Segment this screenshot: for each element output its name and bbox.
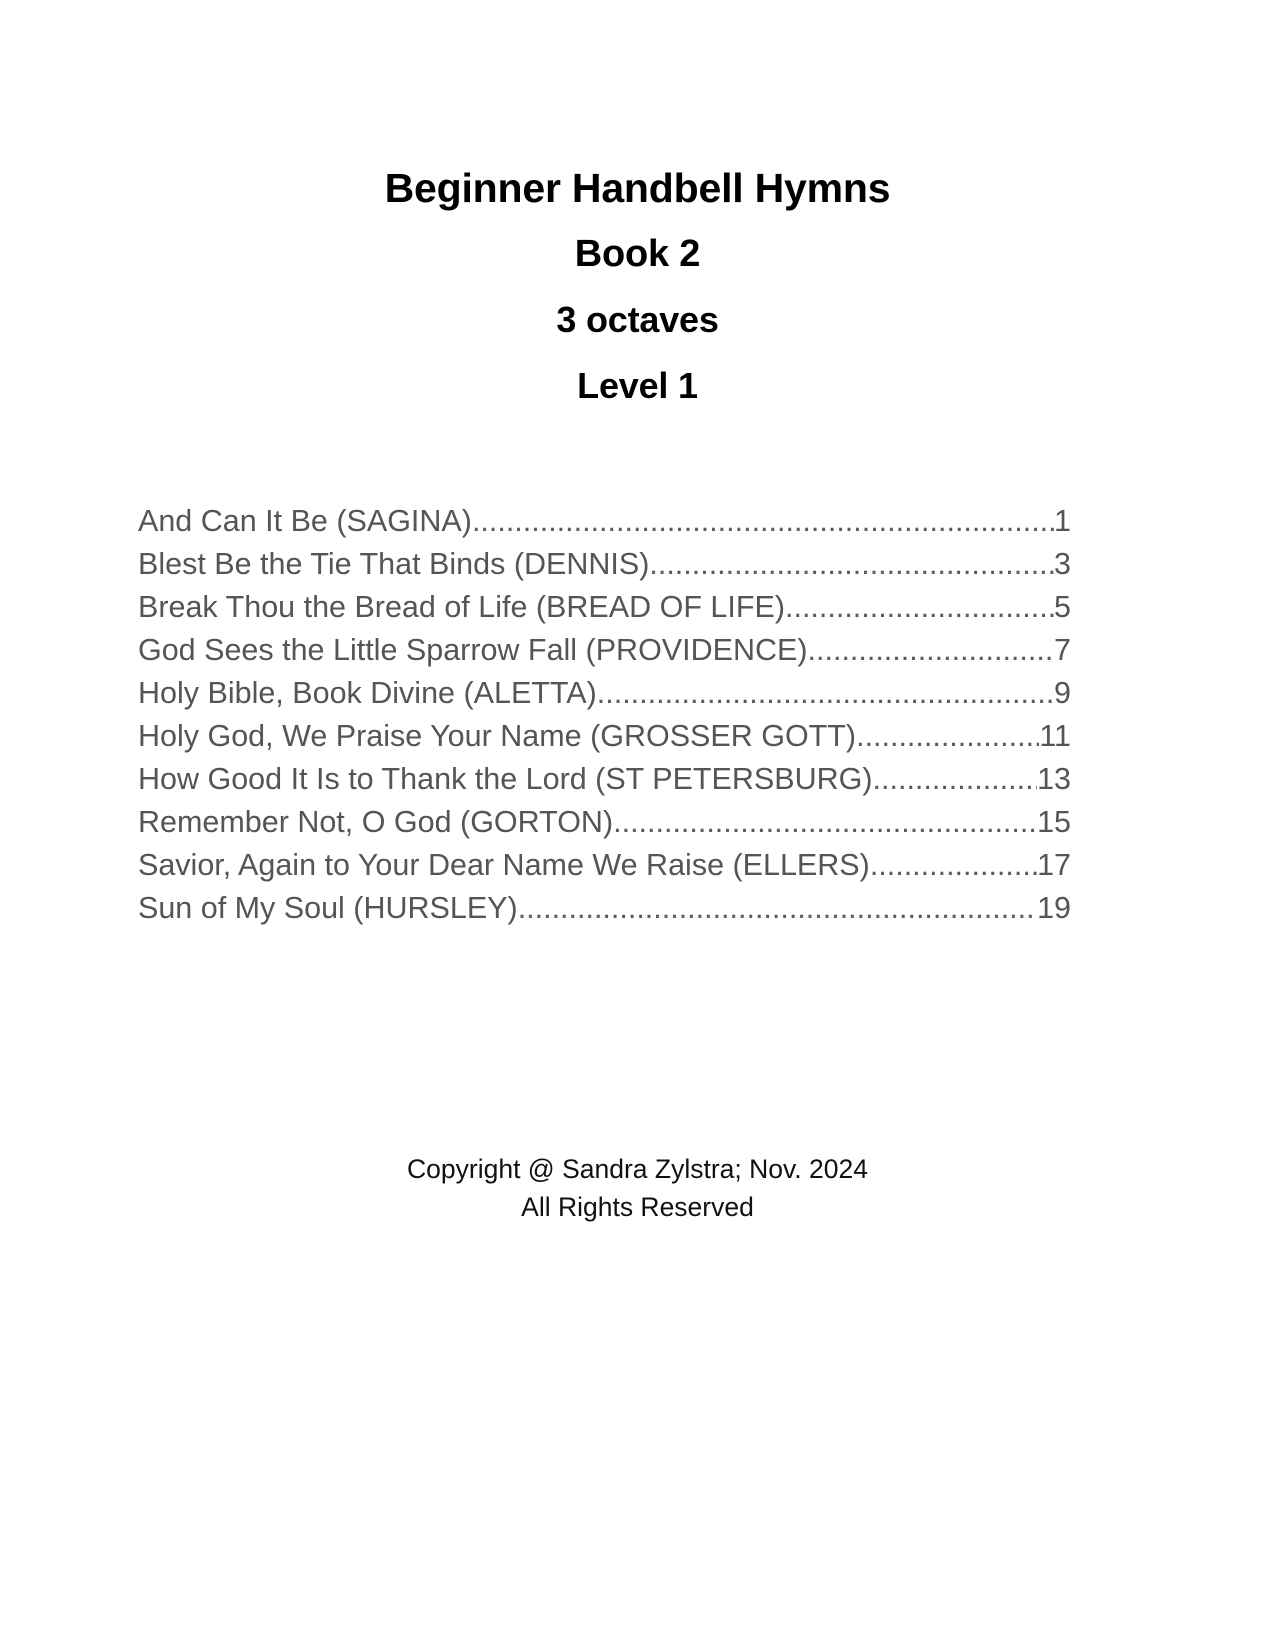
toc-entry-page: 3 xyxy=(1054,547,1071,581)
toc-entry-title: Savior, Again to Your Dear Name We Raise (ELLERS) xyxy=(138,848,870,882)
toc-entry-page: 11 xyxy=(1039,719,1071,753)
toc-entry[interactable] xyxy=(138,672,1071,715)
document-title: Beginner Handbell Hymns xyxy=(384,165,891,211)
toc-entry[interactable] xyxy=(138,758,1071,801)
toc-entry[interactable] xyxy=(138,801,1071,844)
toc-leader-dots xyxy=(870,844,1037,887)
toc-entry[interactable] xyxy=(138,844,1071,887)
toc-entry-title: And Can It Be (SAGINA) xyxy=(138,504,472,538)
book-number: Book 2 xyxy=(574,233,701,275)
toc-leader-dots xyxy=(597,672,1054,715)
toc-entry-page: 13 xyxy=(1037,762,1071,796)
toc-entry-title: Holy Bible, Book Divine (ALETTA) xyxy=(138,676,597,710)
toc-leader-dots xyxy=(785,586,1054,629)
toc-entry[interactable] xyxy=(138,887,1071,930)
toc-entry-page: 1 xyxy=(1054,504,1071,538)
octave-count: 3 octaves xyxy=(556,299,719,340)
toc-entry-page: 15 xyxy=(1037,805,1071,839)
toc-leader-dots xyxy=(649,543,1054,586)
toc-entry-title: How Good It Is to Thank the Lord (ST PETERSBURG) xyxy=(138,762,873,796)
toc-entry-page: 7 xyxy=(1054,633,1071,667)
toc-entry-title: Holy God, We Praise Your Name (GROSSER GOTT) xyxy=(138,719,857,753)
copyright-footer xyxy=(0,1150,1275,1226)
difficulty-level: Level 1 xyxy=(577,365,698,406)
copyright-line: Copyright @ Sandra Zylstra; Nov. 2024 xyxy=(407,1154,868,1184)
toc-entry-title: Sun of My Soul (HURSLEY) xyxy=(138,891,518,925)
toc-entry[interactable] xyxy=(138,586,1071,629)
toc-entry-page: 17 xyxy=(1037,848,1071,882)
toc-entry-page: 9 xyxy=(1054,676,1071,710)
toc-leader-dots xyxy=(472,500,1054,543)
toc-leader-dots xyxy=(856,715,1039,758)
toc-leader-dots xyxy=(613,801,1037,844)
toc-leader-dots xyxy=(518,887,1037,930)
toc-leader-dots xyxy=(808,629,1054,672)
toc-entry[interactable] xyxy=(138,715,1071,758)
toc-entry[interactable] xyxy=(138,543,1071,586)
toc-entry[interactable] xyxy=(138,629,1071,672)
toc-entry-title: God Sees the Little Sparrow Fall (PROVIDENCE) xyxy=(138,633,808,667)
title-block xyxy=(0,155,1275,419)
rights-reserved-line: All Rights Reserved xyxy=(521,1192,754,1222)
toc-entry-title: Blest Be the Tie That Binds (DENNIS) xyxy=(138,547,650,581)
toc-leader-dots xyxy=(873,758,1038,801)
toc-entry-title: Remember Not, O God (GORTON) xyxy=(138,805,614,839)
toc-entry-title: Break Thou the Bread of Life (BREAD OF LIFE) xyxy=(138,590,785,624)
toc-entry-page: 19 xyxy=(1037,891,1071,925)
toc-entry[interactable] xyxy=(138,500,1071,543)
toc-entry-page: 5 xyxy=(1054,590,1071,624)
table-of-contents xyxy=(138,500,1071,930)
